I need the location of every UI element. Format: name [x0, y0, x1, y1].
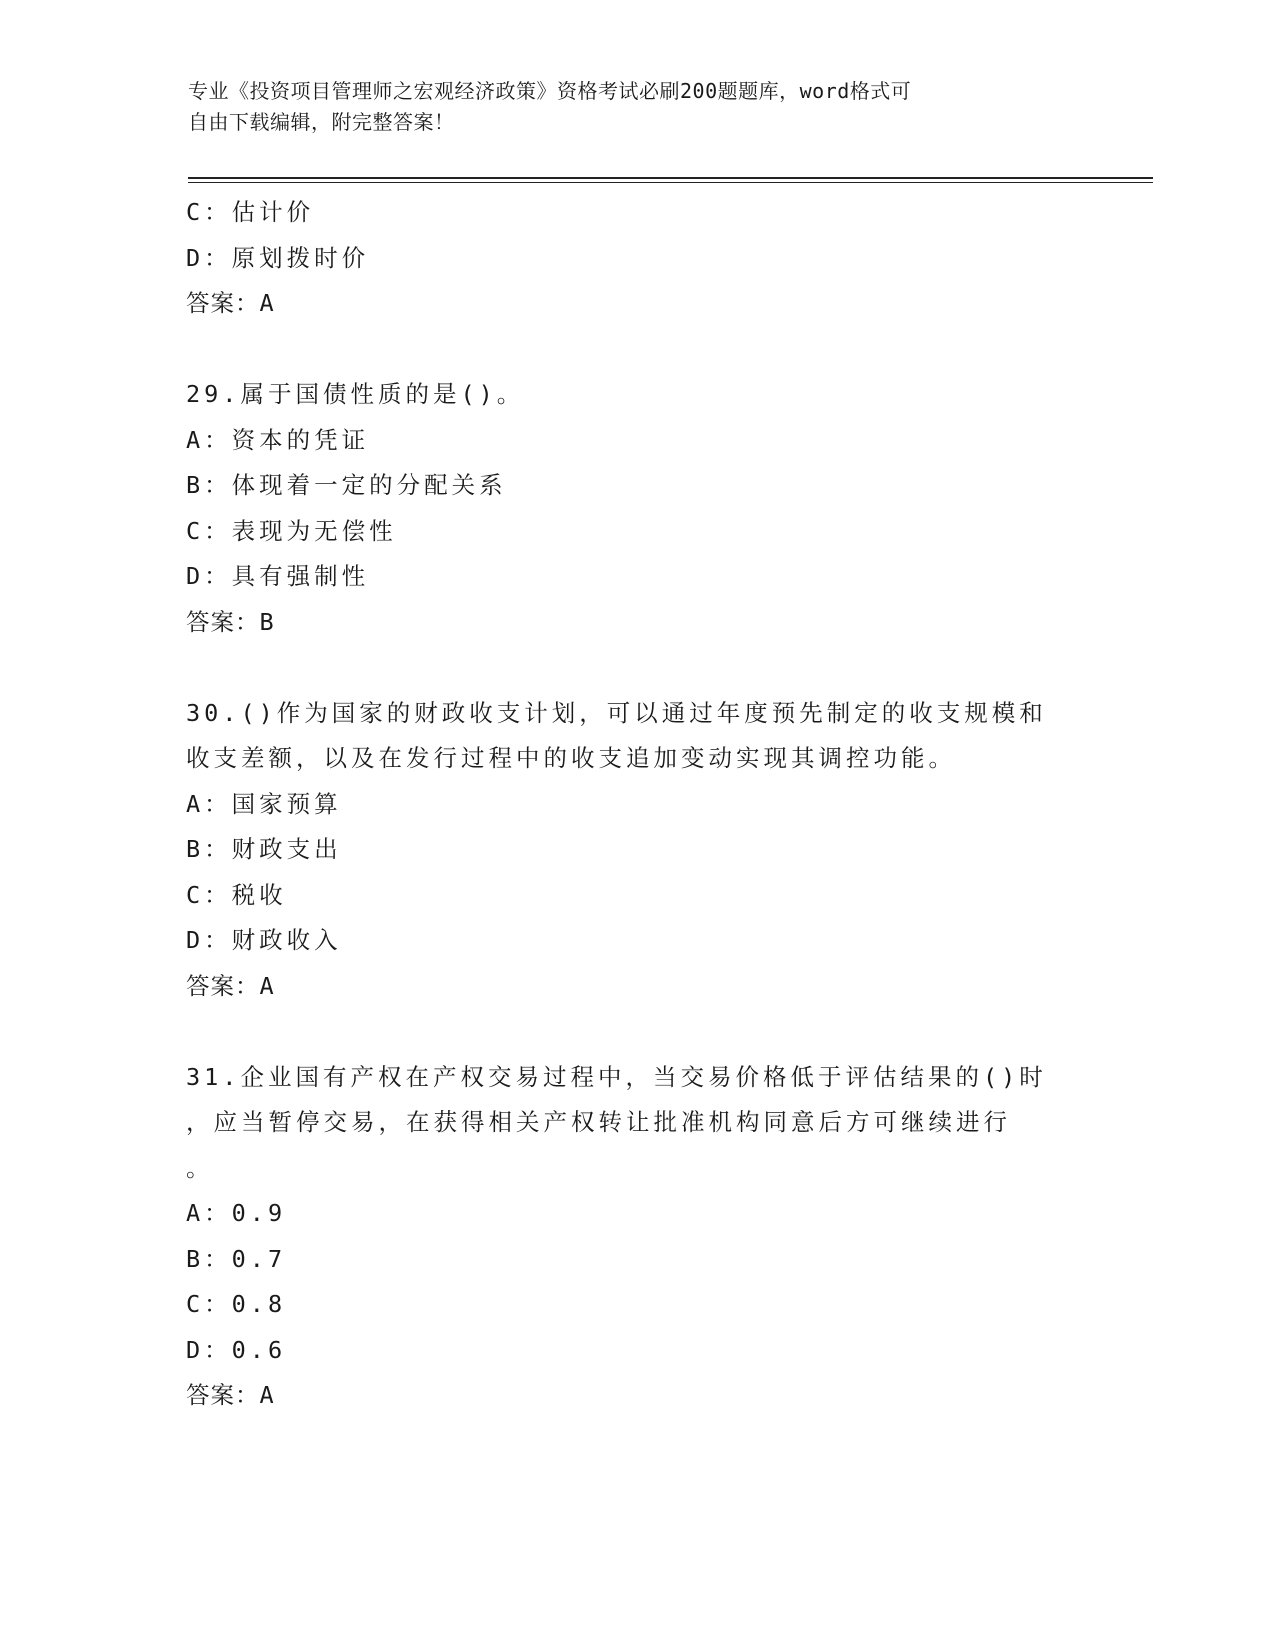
- question-31: [186, 1055, 1086, 1419]
- option-c: C：税收: [186, 880, 287, 909]
- question-stem-line-2: 收支差额，以及在发行过程中的收支追加变动实现其调控功能。: [186, 744, 956, 772]
- question-stem-line-1: 30.()作为国家的财政收支计划，可以通过年度预先制定的收支规模和: [186, 698, 1047, 727]
- spacer: [186, 1009, 1086, 1055]
- answer-line: 答案：B: [186, 607, 275, 636]
- option-b: B：财政支出: [186, 835, 342, 863]
- question-28-tail: [186, 190, 1086, 327]
- answer-line: 答案：A: [186, 289, 275, 317]
- answer-line: 答案：A: [186, 971, 275, 1000]
- question-stem-line-2: ，应当暂停交易，在获得相关产权转让批准机构同意后方可继续进行: [186, 1108, 1011, 1136]
- question-30: [186, 691, 1086, 1010]
- option-d: D：原划拨时价: [186, 243, 370, 272]
- option-d: D：具有强制性: [186, 562, 370, 590]
- option-c: C：估计价: [186, 198, 315, 226]
- option-b: B：体现着一定的分配关系: [186, 471, 507, 499]
- question-stem-line-1: 31.企业国有产权在产权交易过程中，当交易价格低于评估结果的()时: [186, 1062, 1047, 1091]
- option-c: C：表现为无偿性: [186, 516, 397, 545]
- header-divider-thick: [188, 177, 1153, 179]
- option-d: D：财政收入: [186, 926, 342, 954]
- answer-line: 答案：A: [186, 1381, 275, 1409]
- option-a: A：国家预算: [186, 789, 342, 818]
- header-title-line-2: 自由下载编辑，附完整答案！: [188, 110, 455, 134]
- spacer: [186, 645, 1086, 691]
- option-d: D：0.6: [186, 1335, 287, 1364]
- question-29: [186, 372, 1086, 645]
- spacer: [186, 327, 1086, 373]
- question-stem: 29.属于国债性质的是()。: [186, 380, 525, 408]
- question-list: [186, 190, 1086, 1419]
- header-title-line-1: 专业《投资项目管理师之宏观经济政策》资格考试必刷200题题库，word格式可: [188, 79, 912, 103]
- option-b: B：0.7: [186, 1244, 287, 1273]
- option-c: C：0.8: [186, 1290, 287, 1318]
- header-divider-thin: [188, 182, 1153, 183]
- option-a: A：0.9: [186, 1199, 287, 1227]
- question-stem-line-3: 。: [186, 1153, 214, 1182]
- option-a: A：资本的凭证: [186, 425, 370, 454]
- document-header: [188, 76, 1068, 138]
